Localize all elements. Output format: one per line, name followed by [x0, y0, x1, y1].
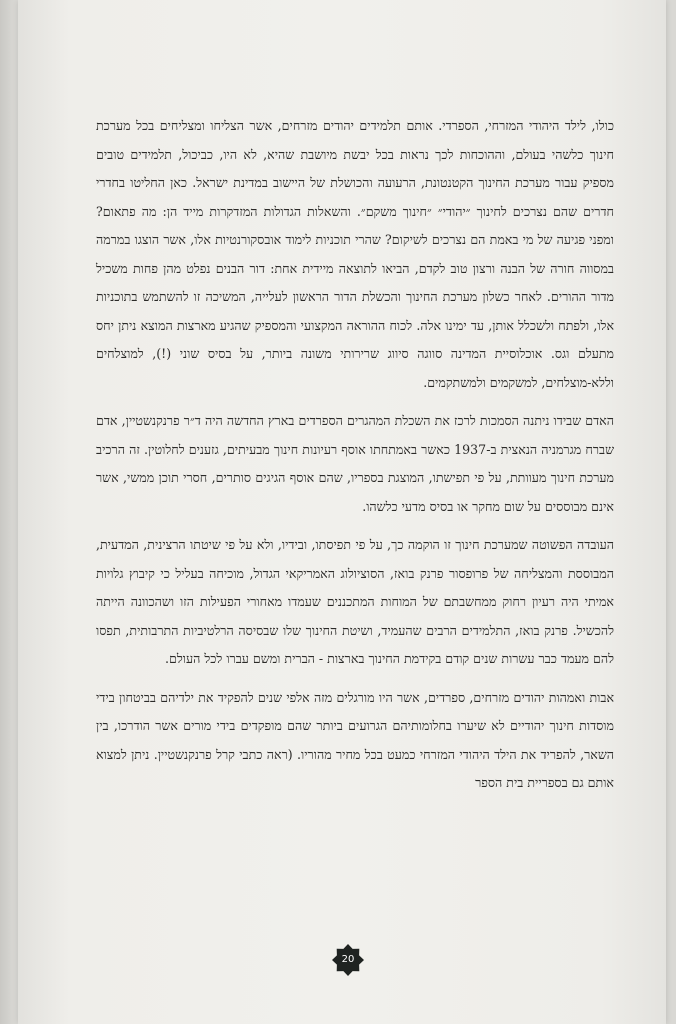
- page-number: 20: [341, 954, 355, 965]
- paragraph-2: האדם שבידו ניתנה הסמכות לרכז את השכלת המהגרים הספרדים בארץ החדשה היה ד״ר פרנקנשטיין, אדם שברח מגרמניה הנאצית ב-1937 כאשר באמתחתו אוסף רעיונות חינוך מבעיתים, גזענים לחלוטין. זה הרכיב מערכת חינוך מעוותת, על פי תפישתו, המוצגת בספריו, שהם אוסף הגיגים סותרים, חסרי תוכן ממשי, אשר אינם מבוססים על שום מחקר או בסיס מדעי כלשהו.: [96, 413, 614, 514]
- paragraph-4: אבות ואמהות יהודים מזרחים, ספרדים, אשר היו מורגלים מזה אלפי שנים להפקיד את ילדיהם בביטחון בידי מוסדות חינוך יהודיים לא שיערו בחלומותיהם הגרועים ביותר שהם מופקדים בידי מורים אשר הודרכו, בין השאר, להפריד את הילד היהודי המזרחי כמעט בכל מחיר מהוריו. (ראה כתבי קרל פרנקנשטיין. ניתן למצוא אותם גם בספריית בית הספר: [96, 689, 614, 790]
- book-gutter: [0, 0, 18, 1024]
- paragraph-3: העובדה הפשוטה שמערכת חינוך זו הוקמה כך, על פי תפיסתו, ובידיו, ולא על פי שיטתו הרצינית, המדעית, המבוססת והמצליחה של פרופסור פרנק בואז, הסוציולוג האמריקאי הגדול, מוכיחה בעליל כי קיבוץ גלויות אמיתי היה רעיון רחוק ממחשבתם של המוחות המתכננים שעמדו מאחורי הפעילות הזו ושהכוונה הייתה להכשיל. פרנק בואז, התלמידים הרבים שהעמיד, ושיטת החינוך שלו שבסיסה הרלטיביות התרבותית, תפסו להם מעמד כבר עשרות שנים קודם בקידמת החינוך בארצות - הברית ומשם עברו לכל העולם.: [96, 537, 614, 666]
- book-page: [18, 0, 666, 1024]
- page-number-badge: [331, 943, 365, 977]
- paragraph-1: כולו, לילד היהודי המזרחי, הספרדי. אותם תלמידים יהודים מזרחים, אשר הצליחו ומצליחים בכל מערכת חינוך כלשהי בעולם, וההוכחות לכך נראות בכל יבשת מיושבת שהיא, לא היו, כביכול, תלמידים טובים מספיק עבור מערכת החינוך הקטנטונת, הרעועה והכושלת של היישוב במדינת ישראל. כאן החליטו בחדרי חדרים שהם נצרכים לחינוך ״יהודי״ ״חינוך משקם״. והשאלות הגדולות המזדקרות מייד הן: מה פתאום? ומפני פגיעה של מי באמת הם נצרכים לשיקום? שהרי תוכניות לימוד אובסקורנטיות אלו, אשר הוצגו במרמה במסווה חורה של הבנה ורצון טוב לקדם, הביאו לתוצאה מיידית אחת: דור הבנים נפלט מהן פחות משכיל מדור ההורים. לאחר כשלון מערכת החינוך והכשלת הדור הראשון לעלייה, המשיכה זו להשתמש בתוכניות אלו, ולפתח ולשכלל אותן, עד ימינו אלה. לכוח ההוראה המקצועי והמספיק שהגיע מארצות המוצא ניתן יחס מתעלם וגס. אוכלוסיית המדינה סווגה סיווג שרירותי משונה ביותר, על בסיס שוני (!), למוצלחים וללא-מוצלחים, למשקמים ולמשתקמים.: [96, 118, 614, 390]
- body-text: [96, 112, 614, 808]
